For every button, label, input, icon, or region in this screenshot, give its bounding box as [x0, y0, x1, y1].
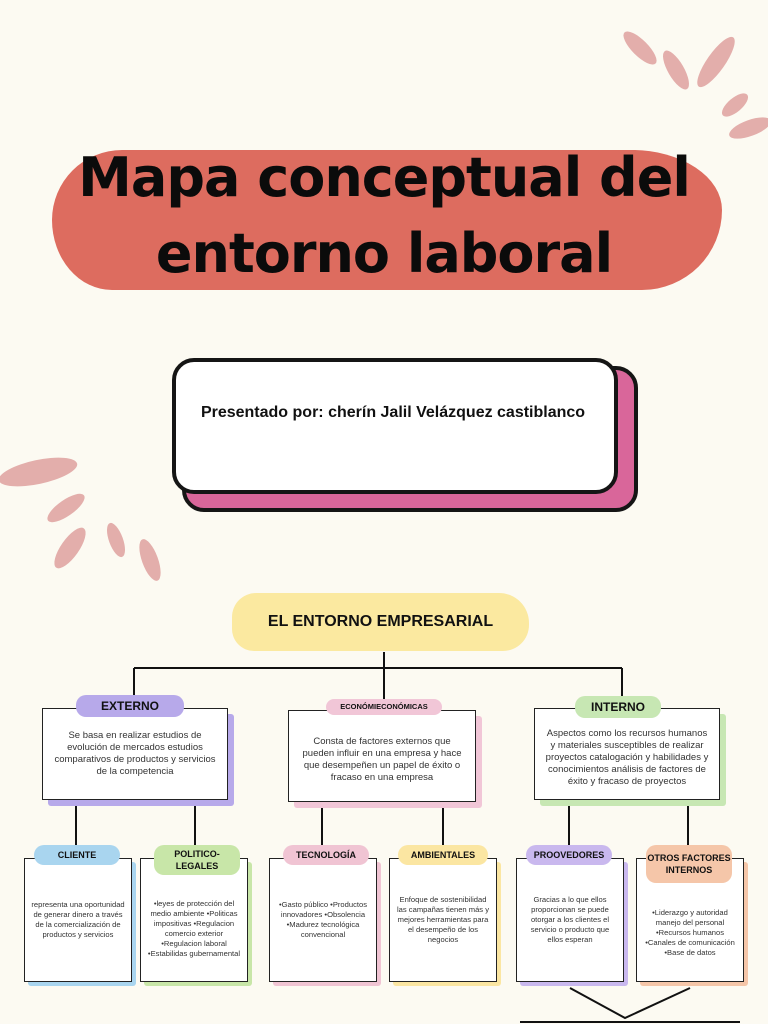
- economicas-label: ECONÓMIECONÓMICAS: [326, 699, 442, 715]
- title-line-2: entorno laboral: [155, 222, 613, 285]
- tecnologia-box: •Gasto público •Productos innovadores •Obsolencia •Madurez tecnológica convencional: [269, 858, 377, 982]
- ambientales-label: AMBIENTALES: [398, 845, 488, 865]
- interno-label: INTERNO: [575, 696, 661, 718]
- bottom-connector: [570, 988, 690, 1018]
- politico-box: •leyes de protección del medio ambiente •Politicas impositivas •Regulacion comercio exterior •Regulacion laboral •Estabilidas gubernamental: [140, 858, 248, 982]
- tecnologia-label: TECNOLOGÍA: [283, 845, 369, 865]
- politico-label: POLITICO-LEGALES: [154, 845, 240, 875]
- economicas-box: Consta de factores externos que pueden influir en una empresa y hace que desempeñen un papel de éxito o fracaso en una empresa: [288, 710, 476, 802]
- proovedores-label: PROOVEDORES: [526, 845, 612, 865]
- ambientales-box: Enfoque de sostenibilidad las campañas tienen más y mejores herramientas para el desempeño de los negocios: [389, 858, 497, 982]
- proovedores-box: Gracias a lo que ellos proporcionan se puede otorgar a los clientes el servicio o producto que ellos esperan: [516, 858, 624, 982]
- otros-label: OTROS FACTORES INTERNOS: [646, 845, 732, 883]
- externo-box: Se basa en realizar estudios de evolución de mercados estudios comparativos de productos y servicios de la competencia: [42, 708, 228, 800]
- interno-box: Aspectos como los recursos humanos y materiales susceptibles de realizar proyectos catalogación y habilidades y conocimientos análisis de factores de éxito y fracaso de proyectos: [534, 708, 720, 800]
- root-node: EL ENTORNO EMPRESARIAL: [232, 593, 529, 651]
- cliente-label: CLIENTE: [34, 845, 120, 865]
- presenter-text: Presentado por: cherín Jalil Velázquez castiblanco: [200, 404, 586, 421]
- otros-box: •Liderazgo y autoridad manejo del personal •Recursos humanos •Canales de comunicación •Base de datos: [636, 858, 744, 982]
- title-line-1: Mapa conceptual del: [78, 146, 690, 209]
- externo-label: EXTERNO: [76, 695, 184, 717]
- cliente-box: representa una oportunidad de generar dinero a través de la comercialización de productos y servicios: [24, 858, 132, 982]
